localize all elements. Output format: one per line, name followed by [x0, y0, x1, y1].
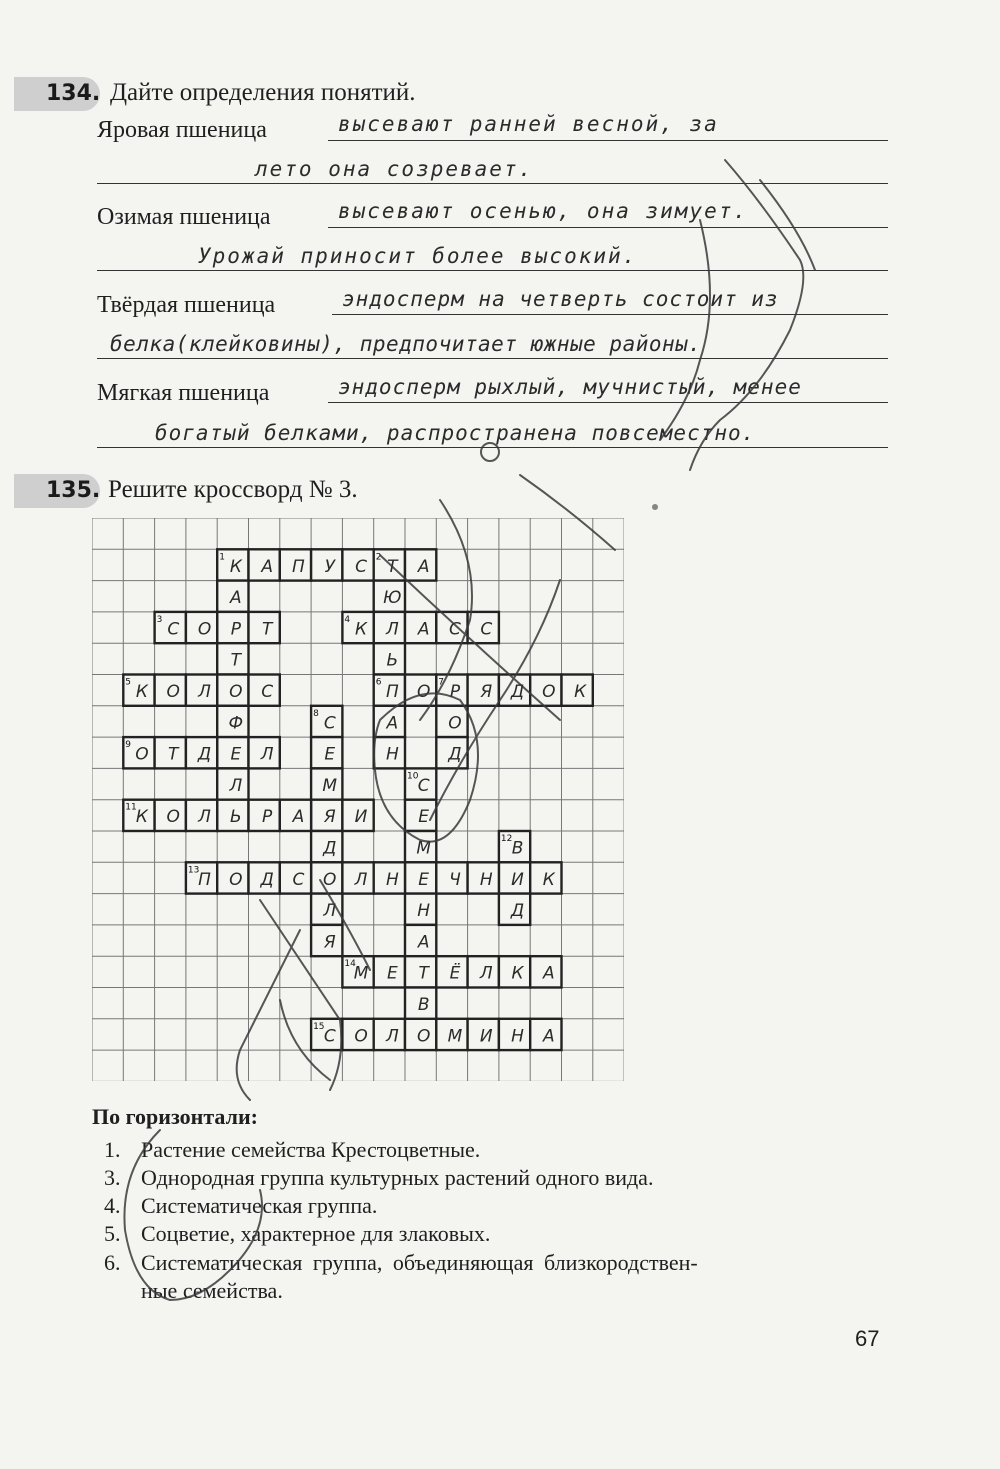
crossword-letter: К: [574, 682, 587, 703]
crossword-letter: Д: [323, 838, 337, 859]
crossword-letter: П: [292, 556, 305, 577]
crossword-clue-number: 7: [438, 677, 445, 688]
crossword-clue-number: 14: [344, 959, 356, 970]
crossword-letter: С: [167, 619, 180, 640]
crossword-letter: Д: [448, 744, 462, 765]
term-spring-wheat: Яровая пшеница: [97, 117, 267, 143]
crossword-letter: К: [135, 807, 148, 828]
crossword-letter: О: [448, 713, 462, 734]
crossword-letter: Н: [385, 869, 399, 890]
task-134-title: Дайте определения понятий.: [110, 79, 416, 106]
crossword-letter: С: [292, 869, 305, 890]
crossword-letter: О: [354, 1026, 368, 1047]
answer-line: [328, 402, 888, 403]
crossword-letter: Е: [418, 807, 430, 828]
answer-durum-wheat-2: белка(клейковины), предпочитает южные районы.: [110, 332, 702, 356]
crossword-clue-number: 6: [375, 677, 382, 688]
crossword-letter: О: [416, 1026, 431, 1047]
clue-3-number: 3.: [104, 1165, 121, 1190]
crossword-letter: С: [323, 1026, 336, 1047]
crossword-letter: А: [292, 807, 305, 828]
crossword-letter: Л: [479, 963, 493, 984]
crossword-clue-number: 12: [500, 833, 513, 844]
task-135-title: Решите кроссворд № 3.: [108, 476, 358, 503]
crossword-letter: Т: [387, 556, 398, 577]
crossword-letter: С: [449, 619, 461, 640]
crossword-letter: В: [417, 995, 430, 1016]
crossword-letter: Л: [260, 744, 274, 765]
crossword-clue-number: 4: [344, 614, 351, 625]
clue-4-number: 4.: [104, 1193, 121, 1218]
term-soft-wheat: Мягкая пшеница: [97, 380, 270, 406]
answer-line: [332, 314, 888, 315]
crossword-letter: О: [166, 807, 180, 828]
crossword-letter: М: [447, 1026, 463, 1047]
crossword-letter: И: [511, 869, 524, 890]
crossword-letter: О: [197, 619, 212, 640]
crossword-letter: К: [229, 556, 242, 577]
answer-durum-wheat-1: эндосперм на четверть состоит из: [342, 287, 779, 311]
crossword-letter: П: [198, 869, 211, 890]
clue-6-text-continued: ные семейства.: [141, 1278, 283, 1303]
answer-line: [97, 270, 888, 271]
crossword-clue-number: 5: [125, 677, 132, 688]
crossword-letter: Н: [417, 901, 431, 922]
crossword-letter: Т: [230, 650, 242, 671]
crossword-letter: Е: [418, 869, 430, 890]
crossword-letter: Ё: [449, 963, 461, 984]
page-number: 67: [855, 1326, 880, 1351]
crossword-letter: Я: [323, 932, 336, 953]
crossword-letter: О: [229, 682, 243, 703]
crossword-letter: В: [511, 838, 524, 859]
crossword-letter: К: [355, 619, 368, 640]
crossword-letter: К: [511, 963, 524, 984]
crossword-letter: Ю: [383, 588, 402, 609]
crossword-clue-number: 8: [313, 708, 319, 719]
crossword-letter: А: [386, 713, 399, 734]
crossword-letter: Н: [479, 869, 493, 890]
crossword-letter: Л: [354, 869, 368, 890]
crossword-letter: Я: [480, 682, 493, 703]
crossword-clue-number: 15: [313, 1021, 325, 1032]
crossword-letter: А: [417, 619, 430, 640]
crossword-letter: С: [417, 775, 430, 796]
crossword-letter: А: [230, 588, 242, 609]
crossword-letter: О: [166, 682, 180, 703]
answer-soft-wheat-2: богатый белками, распространена повсеместно.: [155, 421, 756, 445]
answer-soft-wheat-1: эндосперм рыхлый, мучнистый, менее: [338, 375, 802, 399]
crossword-letter: Ф: [228, 713, 244, 734]
crossword-letter: Д: [510, 901, 525, 922]
crossword-letter: А: [261, 556, 273, 577]
crossword-letter: Я: [323, 807, 336, 828]
crossword-letter: Н: [511, 1026, 524, 1047]
clue-1-text: Растение семейства Крестоцветные.: [141, 1137, 481, 1162]
answer-line: [328, 227, 888, 228]
crossword-letter: Е: [230, 744, 242, 765]
clue-6-text: Систематическая группа, объединяющая близкородствен-: [141, 1250, 698, 1275]
crossword-letter: К: [542, 869, 555, 890]
crossword-letter: А: [417, 932, 430, 953]
crossword-letter: М: [416, 838, 431, 859]
crossword-letter: Л: [198, 682, 211, 703]
answer-winter-wheat-2: Урожай приносит более высокий.: [198, 244, 638, 268]
crossword-grid: [92, 518, 624, 1081]
answer-line: [97, 358, 888, 359]
crossword-letter: Н: [385, 744, 399, 765]
crossword-letter: Л: [198, 807, 211, 828]
crossword-clue-number: 1: [219, 552, 225, 563]
answer-line: [97, 183, 888, 184]
crossword-letter: О: [135, 744, 149, 765]
crossword-letter: П: [385, 682, 399, 703]
answer-line: [97, 447, 888, 448]
crossword-clue-number: 13: [187, 865, 200, 876]
clue-6-number: 6.: [104, 1250, 121, 1275]
crossword-clue-number: 3: [156, 614, 163, 625]
crossword-letter: Л: [229, 775, 243, 796]
task-135-number: 135.: [46, 478, 101, 503]
crossword-letter: Ь: [230, 807, 242, 828]
crossword-clue-number: 9: [125, 740, 132, 751]
crossword-letter: Е: [386, 963, 398, 984]
crossword-letter: С: [480, 619, 493, 640]
crossword-letter: Р: [449, 682, 461, 703]
crossword-letter: И: [354, 807, 368, 828]
crossword-letter: М: [322, 775, 338, 796]
term-durum-wheat: Твёрдая пшеница: [97, 292, 276, 318]
task-134-number: 134.: [46, 81, 101, 106]
answer-spring-wheat-1: высевают ранней весной, за: [338, 112, 719, 136]
crossword-letter: Т: [418, 963, 429, 984]
answer-winter-wheat-1: высевают осенью, она зимует.: [338, 199, 749, 223]
crossword-letter: Д: [260, 869, 274, 890]
crossword-letter: Т: [261, 619, 273, 640]
crossword-letter: Л: [323, 901, 337, 922]
crossword-clue-number: 11: [125, 802, 137, 813]
crossword-letter: А: [543, 1026, 555, 1047]
term-winter-wheat: Озимая пшеница: [97, 204, 271, 230]
crossword-letter: Ч: [449, 869, 461, 890]
clue-5-text: Соцветие, характерное для злаковых.: [141, 1221, 491, 1246]
crossword-letter: Л: [385, 1026, 399, 1047]
crossword-letter: О: [542, 682, 556, 703]
crossword-letter: С: [261, 682, 274, 703]
crossword-letter: Т: [168, 744, 179, 765]
crossword-clue-number: 2: [375, 552, 382, 563]
crossword-letter: У: [324, 556, 335, 577]
crossword-letter: О: [416, 682, 431, 703]
answer-line: [328, 140, 888, 141]
crossword-letter: Е: [324, 744, 336, 765]
crossword-letter: А: [543, 963, 555, 984]
clue-4-text: Систематическая группа.: [141, 1193, 378, 1218]
crossword-letter: Л: [385, 619, 399, 640]
crossword-letter: К: [135, 682, 148, 703]
crossword-letter: Р: [230, 619, 241, 640]
crossword-clue-number: 10: [406, 771, 419, 782]
crossword-letter: И: [479, 1026, 493, 1047]
crossword-letter: С: [323, 713, 336, 734]
crossword-letter: О: [229, 869, 243, 890]
clue-1-number: 1.: [104, 1137, 121, 1162]
crossword-letter: Р: [262, 807, 273, 828]
crossword-letter: Д: [510, 682, 525, 703]
crossword-letter: Д: [197, 744, 212, 765]
answer-spring-wheat-2: лето она созревает.: [255, 157, 534, 181]
crossword-letter: О: [323, 869, 337, 890]
crossword-letter: Ь: [386, 650, 399, 671]
crossword-letter: С: [355, 556, 367, 577]
clues-heading: По горизонтали:: [92, 1104, 258, 1129]
clue-5-number: 5.: [104, 1221, 121, 1246]
crossword-letter: А: [417, 556, 430, 577]
clue-3-text: Однородная группа культурных растений одного вида.: [141, 1165, 654, 1190]
crossword-letter: М: [353, 963, 369, 984]
